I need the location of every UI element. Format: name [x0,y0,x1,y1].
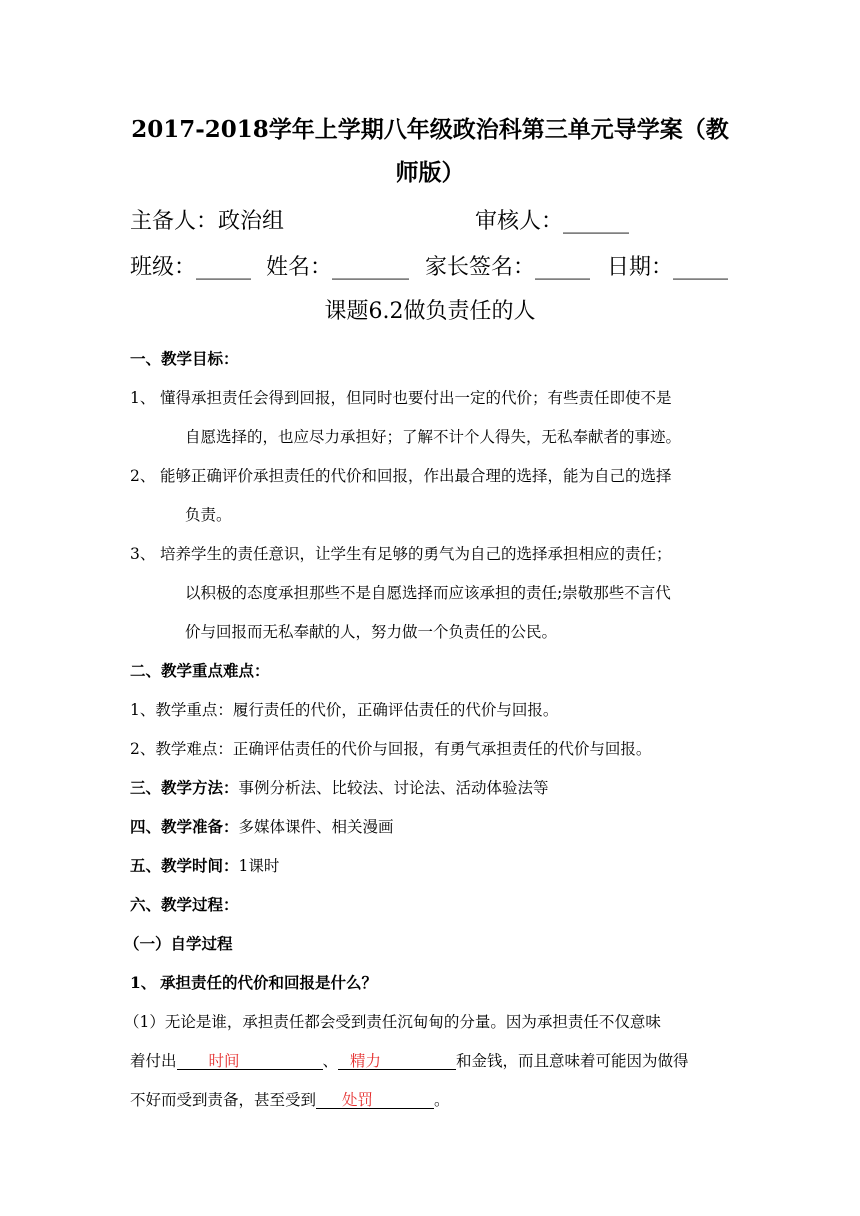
p1-text-d: 不好而受到责备，甚至受到 [130,1091,317,1109]
goal3-number: 3、 [130,545,156,563]
section6-heading: 六、教学过程： [130,895,239,914]
goal2-text-line1: 能够正确评价承担责任的代价和回报，作出最合理的选择，能为自己的选择 [160,467,672,485]
name-field: 姓名：_______ [266,255,410,280]
doc-title-line1: 2017-2018学年上学期八年级政治科第三单元导学案（教 [131,116,729,143]
section4-text: 多媒体课件、相关漫画 [238,818,394,836]
section4-label: 四、教学准备： [130,817,239,836]
class-field: 班级：_____ [130,255,252,280]
date-field: 日期：_____ [607,255,729,280]
paragraph1-line2 [130,1049,689,1071]
difficulty-point: 2、教学难点：正确评估责任的代价与回报，有勇气承担责任的代价与回报。 [130,740,652,758]
answer-blank-energy [338,1049,456,1070]
paragraph1-line1: （1）无论是谁，承担责任都会受到责任沉甸甸的分量。因为承担责任不仅意味 [124,1013,661,1031]
answer-energy: 精力 [350,1052,382,1070]
section3-row [130,776,549,798]
section4-row [130,815,394,837]
section5-text: 1课时 [238,857,280,875]
question1-number: 1、 [130,973,157,992]
goal2-text-line2: 负责。 [185,506,232,524]
subsection1-heading: （一）自学过程 [124,934,233,953]
reviewer-field: 审核人：______ [475,209,630,234]
answer-blank-time [177,1049,323,1070]
answer-blank-punishment [316,1088,434,1109]
section5-row [130,854,279,876]
goal3-text-line1: 培养学生的责任意识，让学生有足够的勇气为自己的选择承担相应的责任； [160,545,672,563]
goal1-number: 1、 [130,389,156,407]
p1-text-b: 、 [322,1052,339,1070]
preparer: 主备人：政治组 [130,209,285,234]
goal1-text-line2: 自愿选择的，也应尽力承担好；了解不计个人得失，无私奉献者的事迹。 [185,428,682,446]
doc-title-line2: 师版） [395,159,465,186]
section5-label: 五、教学时间： [130,856,239,875]
lesson-title: 课题6.2做负责任的人 [324,299,536,324]
goal3-text-line2: 以积极的态度承担那些不是自愿选择而应该承担的责任;崇敬那些不言代 [185,584,671,602]
answer-punishment: 处罚 [342,1091,374,1109]
p1-text-c: 和金钱，而且意味着可能因为做得 [456,1052,689,1070]
section1-heading: 一、教学目标： [130,349,239,368]
goal2-number: 2、 [130,467,156,485]
section3-label: 三、教学方法： [130,778,239,797]
key-point: 1、教学重点：履行责任的代价，正确评估责任的代价与回报。 [130,701,559,719]
p1-text-e: 。 [434,1091,450,1109]
section3-text: 事例分析法、比较法、讨论法、活动体验法等 [238,779,549,797]
goal1-text-line1: 懂得承担责任会得到回报，但同时也要付出一定的代价；有些责任即使不是 [160,389,672,407]
answer-time: 时间 [208,1052,240,1070]
parent-signature-field: 家长签名：_____ [425,255,591,280]
section2-heading: 二、教学重点难点： [130,661,270,680]
goal3-text-line3: 价与回报而无私奉献的人，努力做一个负责任的公民。 [185,623,558,641]
paragraph1-line3 [130,1088,450,1110]
question1-text: 承担责任的代价和回报是什么？ [160,973,378,992]
p1-text-a: 着付出 [130,1052,177,1070]
